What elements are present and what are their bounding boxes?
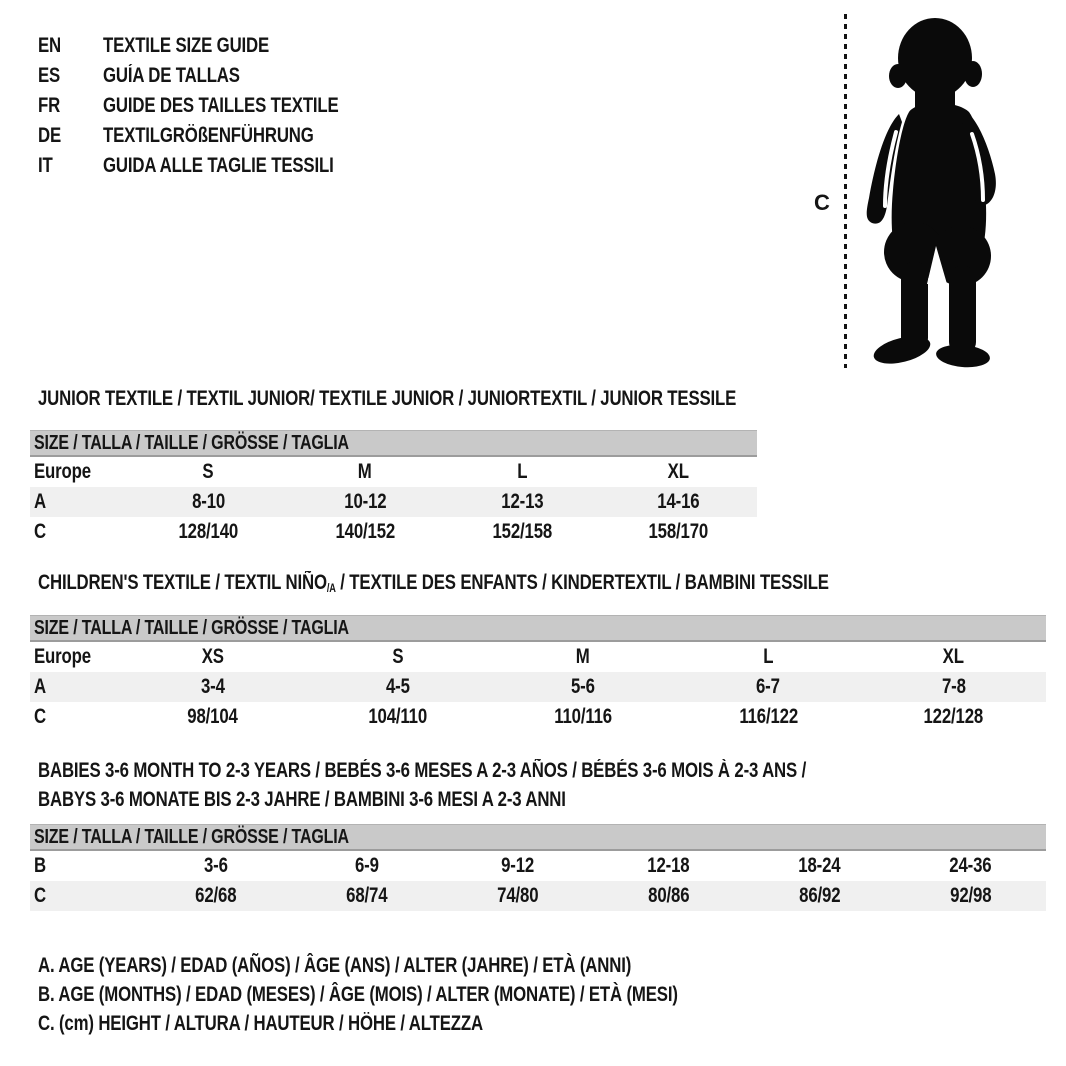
- size-cell: M: [576, 645, 590, 668]
- table-row-europe: [30, 642, 1046, 672]
- children-title-main: CHILDREN'S TEXTILE / TEXTIL NIÑO: [38, 571, 327, 594]
- row-label: Europe: [34, 460, 91, 483]
- section-title-children: [38, 572, 1027, 600]
- language-row-es: [38, 61, 397, 91]
- table-row-height: [30, 881, 1046, 911]
- language-row-en: [38, 31, 397, 61]
- table-row-height: [30, 702, 1046, 732]
- age-cell: 6-7: [756, 675, 781, 698]
- babies-title-line2: BABYS 3-6 MONATE BIS 2-3 JAHRE / BAMBINI 3-6 MESI A 2-3 ANNI: [38, 788, 566, 811]
- size-cell: L: [763, 645, 774, 668]
- row-label: C: [34, 705, 46, 728]
- height-cell: 104/110: [368, 705, 428, 728]
- height-cell: 62/68: [194, 884, 237, 907]
- age-cell: 12-13: [500, 490, 543, 513]
- row-label: B: [34, 854, 46, 877]
- section-title-babies: [38, 756, 998, 814]
- size-cell: S: [392, 645, 404, 668]
- age-cell: 10-12: [344, 490, 387, 513]
- baby-silhouette-icon: [856, 12, 1008, 368]
- size-header-row: [30, 615, 1046, 642]
- height-cell: 86/92: [798, 884, 841, 907]
- age-cell: 4-5: [385, 675, 410, 698]
- height-cell: 152/158: [492, 520, 552, 543]
- children-size-table: [30, 615, 1046, 732]
- language-row-de: [38, 121, 397, 151]
- height-cell: 128/140: [178, 520, 239, 543]
- age-cell: 7-8: [941, 675, 966, 698]
- size-header-text: SIZE / TALLA / TAILLE / GRÖSSE / TAGLIA: [34, 826, 349, 848]
- children-title-rest: / TEXTILE DES ENFANTS / KINDERTEXTIL / BAMBINI TESSILE: [335, 571, 829, 594]
- row-label: A: [34, 675, 46, 698]
- table-row-height: [30, 517, 757, 547]
- row-label: Europe: [34, 645, 91, 668]
- age-cell: 12-18: [647, 854, 690, 877]
- height-cell: 116/122: [738, 705, 798, 728]
- size-cell: L: [516, 460, 527, 483]
- language-label: GUÍA DE TALLAS: [103, 64, 240, 87]
- language-label: TEXTILE SIZE GUIDE: [103, 34, 270, 57]
- section-title-text: JUNIOR TEXTILE / TEXTIL JUNIOR/ TEXTILE JUNIOR / JUNIORTEXTIL / JUNIOR TESSILE: [38, 387, 737, 410]
- language-label: GUIDE DES TAILLES TEXTILE: [103, 94, 339, 117]
- table-row-europe: [30, 457, 757, 487]
- babies-size-table: [30, 824, 1046, 911]
- size-cell: XL: [942, 645, 964, 668]
- height-cell: 92/98: [949, 884, 992, 907]
- age-cell: 24-36: [949, 854, 992, 877]
- section-title-junior: [38, 388, 911, 410]
- children-title-sub: /A: [326, 582, 336, 595]
- size-cell: S: [202, 460, 214, 483]
- language-row-fr: [38, 91, 397, 121]
- size-cell: M: [358, 460, 373, 483]
- note-height-cm: C. (cm) HEIGHT / ALTURA / HAUTEUR / HÖHE / ALTEZZA: [38, 1012, 483, 1035]
- row-label: C: [34, 884, 46, 907]
- language-label: GUIDA ALLE TAGLIE TESSILI: [103, 154, 334, 177]
- size-header-text: SIZE / TALLA / TAILLE / GRÖSSE / TAGLIA: [34, 617, 349, 639]
- height-cell: 140/152: [335, 520, 395, 543]
- age-cell: 9-12: [500, 854, 534, 877]
- row-label: C: [34, 520, 46, 543]
- language-code: DE: [38, 124, 62, 147]
- age-cell: 14-16: [657, 490, 700, 513]
- babies-title-line1: BABIES 3-6 MONTH TO 2-3 YEARS / BEBÉS 3-6 MESES A 2-3 AÑOS / BÉBÉS 3-6 MOIS À 2-3 ANS /: [38, 759, 807, 782]
- table-row-age-months: [30, 851, 1046, 881]
- table-row-age: [30, 672, 1046, 702]
- height-measure-line: [844, 14, 847, 368]
- height-cell: 98/104: [187, 705, 238, 728]
- table-row-age: [30, 487, 757, 517]
- section-title-text: [38, 572, 829, 600]
- height-cell: 122/128: [923, 705, 984, 728]
- measure-letter: C: [814, 190, 830, 215]
- language-code: FR: [38, 94, 61, 117]
- size-cell: XS: [201, 645, 224, 668]
- height-cell: 110/116: [554, 705, 612, 728]
- language-row-it: [38, 151, 397, 181]
- language-code: ES: [38, 64, 61, 87]
- size-header-row: [30, 824, 1046, 851]
- age-cell: 6-9: [354, 854, 379, 877]
- age-cell: 18-24: [798, 854, 841, 877]
- language-code: EN: [38, 34, 62, 57]
- age-cell: 3-4: [200, 675, 225, 698]
- legend-notes: [38, 951, 838, 1038]
- height-cell: 68/74: [345, 884, 388, 907]
- note-age-months: B. AGE (MONTHS) / EDAD (MESES) / ÂGE (MOIS) / ALTER (MONATE) / ETÀ (MESI): [38, 983, 678, 1006]
- size-header-row: [30, 430, 757, 457]
- language-title-list: [38, 31, 397, 181]
- age-cell: 3-6: [203, 854, 228, 877]
- age-cell: 8-10: [191, 490, 225, 513]
- note-age-years: A. AGE (YEARS) / EDAD (AÑOS) / ÂGE (ANS) / ALTER (JAHRE) / ETÀ (ANNI): [38, 954, 632, 977]
- height-cell: 80/86: [647, 884, 690, 907]
- size-header-text: SIZE / TALLA / TAILLE / GRÖSSE / TAGLIA: [34, 432, 349, 454]
- language-code: IT: [38, 154, 53, 177]
- size-cell: XL: [668, 460, 690, 483]
- age-cell: 5-6: [571, 675, 595, 698]
- height-measure-label: [806, 190, 838, 216]
- row-label: A: [34, 490, 46, 513]
- language-label: TEXTILGRÖßENFÜHRUNG: [103, 124, 314, 147]
- height-cell: 158/170: [648, 520, 709, 543]
- junior-size-table: [30, 430, 757, 547]
- height-cell: 74/80: [496, 884, 539, 907]
